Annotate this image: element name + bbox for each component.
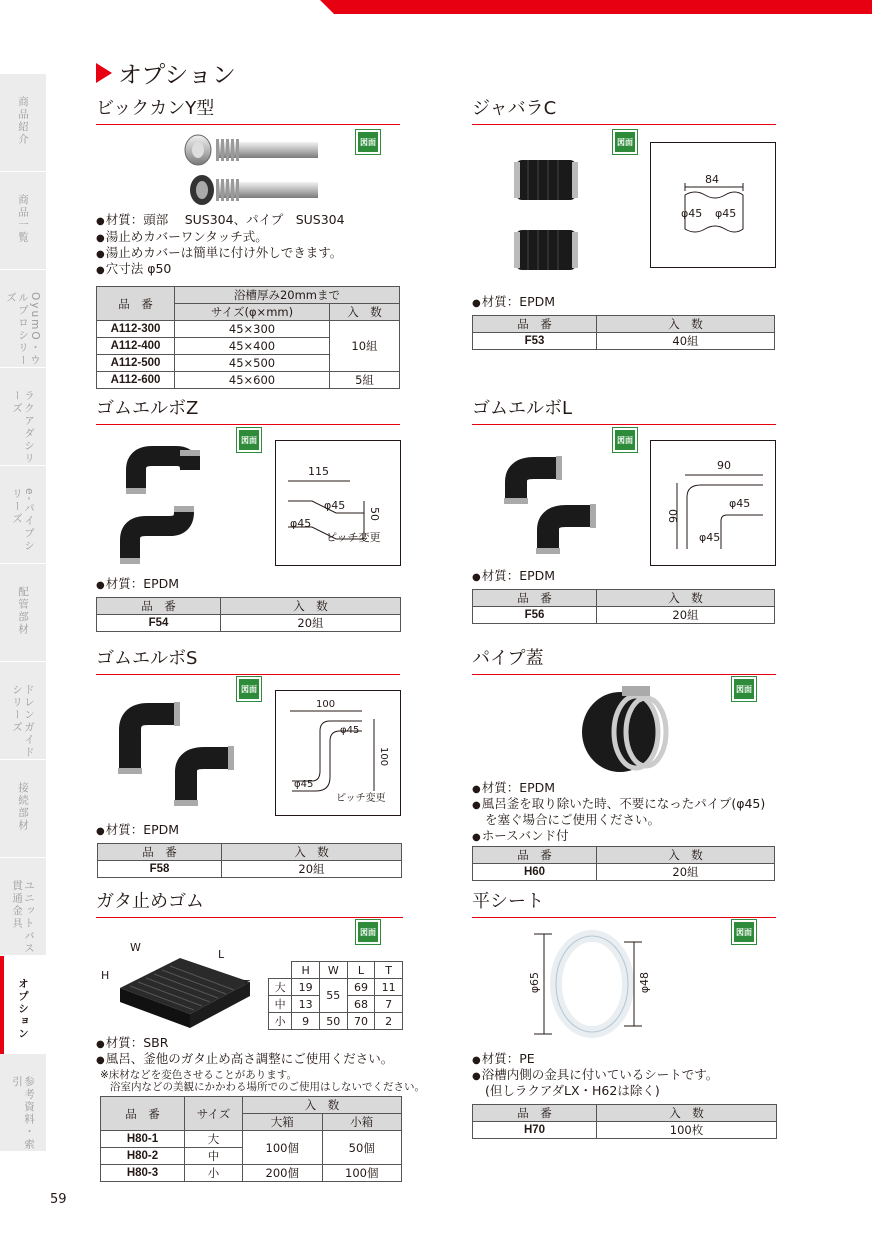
gata-label-h: H [101,969,110,982]
jabara-dim-d1: φ45 [681,207,703,220]
zumen-badge[interactable]: 図面 [356,920,380,944]
pipe-cap-bullet-1-cont: を塞ぐ場合にご使用ください。 [485,812,661,827]
table-row: F53 40組 [473,333,775,350]
section-title-elbow-l: ゴムエルボL [472,394,776,425]
pipe-cap-bullet-2: ● ホースバンド付 [472,828,569,846]
elbow-s-dim-d1: φ45 [340,725,360,736]
zumen-badge[interactable]: 図面 [613,428,637,452]
sheet-dim-inner: φ48 [638,972,651,994]
elbow-s-dim-d2: φ45 [294,779,314,790]
elbow-l-spec-table: 品 番 入 数 F56 20組 [472,589,775,624]
elbow-s-dim-w: 100 [316,699,336,710]
section-title-sheet: 平シート [472,887,776,918]
side-tab-1[interactable]: 商品一覧 [0,172,46,270]
elbow-z-dim-h: 50 [368,507,381,521]
side-tab-9-active[interactable]: オプション [0,956,46,1054]
pipe-cap-product-photo [574,680,674,776]
gata-label-w: W [130,941,141,954]
elbow-l-dim-d2: φ45 [699,531,721,544]
table-row: F54 20組 [97,615,401,632]
gata-note-0: ※床材などを変色させることがあります。 [100,1069,297,1081]
side-tab-3[interactable]: ラクアダシリーズ [0,368,46,466]
gata-note-1: 浴室内などの美観にかかわる場所でのご使用はしないでください。 [110,1081,425,1093]
table-row: 中 13 68 7 [269,996,403,1013]
elbow-z-dim-w: 115 [308,465,329,478]
zumen-badge[interactable]: 図面 [356,130,380,154]
jabara-product-photo [510,152,582,282]
elbow-s-product-photo [112,690,242,810]
elbow-s-drawing [275,690,401,816]
elbow-z-drawing [275,440,401,566]
sheet-dim-outer: φ65 [528,972,541,994]
gata-label-t: T [243,978,250,991]
big-h-qty: 入 数 [330,304,400,321]
section-title-elbow-z: ゴムエルボZ [96,394,400,425]
side-tab-8[interactable]: ユニットバス貫通金具 [0,858,46,956]
page-number: 59 [50,1192,67,1207]
side-tab-2[interactable]: OyumO・ウルプロシリーズ [0,270,46,368]
table-row: A112-500 45×500 [97,355,400,372]
table-row: F58 20組 [98,861,402,878]
elbow-l-drawing [650,440,776,566]
jabara-dim-length: 84 [705,173,719,186]
side-tab-0[interactable]: 商品紹介 [0,74,46,172]
big-bullet-3: ● 穴寸法 φ50 [96,261,171,279]
page-title: オプション [96,55,236,90]
section-title-elbow-s: ゴムエルボS [96,644,400,675]
table-row: H80-1 大 100個 50個 [101,1131,402,1148]
side-tab-7[interactable]: 接続部材 [0,760,46,858]
gata-spec-table: 品 番 サイズ 入 数 大箱 小箱 H80-1 大 100個 50個 H80-2 中 H80-3 小 200個 100個 [100,1096,402,1182]
elbow-s-pitch-label: ピッチ変更 [336,793,386,804]
big-product-photo [176,130,326,210]
elbow-l-product-photo [494,448,606,558]
section-title-big: ビックカンY型 [96,94,400,125]
table-row: 小 9 50 70 2 [269,1013,403,1030]
sheet-bullet-1: ● 浴槽内側の金具に付いているシートです。 [472,1067,718,1085]
sheet-product-photo [530,930,650,1040]
elbow-z-product-photo [116,440,216,570]
side-tab-5[interactable]: 配管部材 [0,564,46,662]
pipe-cap-bullet-1: ● 風呂釜を取り除いた時、不要になったパイプ(φ45) [472,796,765,814]
jabara-spec-table: 品 番 入 数 F53 40組 [472,315,775,350]
zumen-badge[interactable]: 図面 [732,677,756,701]
table-row: A112-600 45×600 5組 [97,372,400,389]
section-title-gata: ガタ止めゴム [96,887,403,918]
elbow-s-material: ● 材質：EPDM [96,822,179,840]
jabara-material: ● 材質：EPDM [472,294,555,312]
jabara-drawing [650,142,776,268]
side-tab-nav [0,74,46,1152]
zumen-badge[interactable]: 図面 [237,428,261,452]
big-h-group: 浴槽厚み20mmまで [175,287,400,304]
table-row: H60 20組 [473,864,775,881]
gata-bullet-0: ● 材質：SBR [96,1035,168,1053]
section-title-jabara: ジャバラC [472,94,776,125]
table-row: F56 20組 [473,607,775,624]
elbow-l-dim-w: 90 [717,459,731,472]
top-accent-band [320,0,872,14]
zumen-badge[interactable]: 図面 [613,130,637,154]
side-tab-4[interactable]: e-パイプシリーズ [0,466,46,564]
elbow-s-spec-table: 品 番 入 数 F58 20組 [97,843,402,878]
elbow-l-dim-h: 90 [667,509,680,523]
zumen-badge[interactable]: 図面 [237,677,261,701]
big-spec-table [96,286,400,389]
table-row: H70 100枚 [473,1122,777,1139]
elbow-z-spec-table: 品 番 入 数 F54 20組 [96,597,401,632]
zumen-badge[interactable]: 図面 [732,920,756,944]
big-h-size: サイズ(φ×mm) [175,304,330,321]
jabara-dim-d2: φ45 [715,207,737,220]
table-row: A112-300 45×300 10組 [97,321,400,338]
elbow-z-pitch-label: ピッチ変更 [326,531,381,544]
big-bullet-0: ● 材質：頭部 SUS304、パイプ SUS304 [96,212,345,230]
gata-bullet-1: ● 風呂、釜他のガタ止め高さ調整にご使用ください。 [96,1051,393,1069]
elbow-z-material: ● 材質：EPDM [96,576,179,594]
table-row: A112-400 45×400 [97,338,400,355]
side-tab-6[interactable]: ドレンガイドシリーズ [0,662,46,760]
table-row: H80-2 中 [101,1148,402,1165]
sheet-bullet-1-cont: (但しラクアダLX・H62は除く) [485,1083,660,1098]
gata-label-l: L [218,948,225,961]
gata-dim-table: H W L T 大 19 55 69 11 中 13 68 7 小 9 50 70 2 [268,961,403,1030]
table-row: H80-3 小 200個 100個 [101,1165,402,1182]
elbow-l-material: ● 材質：EPDM [472,568,555,586]
pipe-cap-bullet-0: ● 材質：EPDM [472,780,555,798]
big-bullet-2: ● 湯止めカバーは簡単に付け外しできます。 [96,245,342,263]
elbow-z-dim-d1: φ45 [324,499,346,512]
big-h-code: 品 番 [97,287,175,321]
elbow-z-dim-d2: φ45 [290,517,312,530]
elbow-s-dim-h: 100 [378,747,389,767]
elbow-l-dim-d1: φ45 [729,497,751,510]
big-bullet-1: ● 湯止めカバーワンタッチ式。 [96,229,268,247]
pipe-cap-spec-table: 品 番 入 数 H60 20組 [472,846,775,881]
sheet-spec-table: 品 番 入 数 H70 100枚 [472,1104,777,1139]
title-triangle-icon [96,63,112,83]
table-row: 大 19 55 69 11 [269,979,403,996]
side-tab-10[interactable]: 参考資料・索引 [0,1054,46,1152]
section-title-pipe-cap: パイプ蓋 [472,644,776,675]
sheet-bullet-0: ● 材質：PE [472,1051,535,1069]
